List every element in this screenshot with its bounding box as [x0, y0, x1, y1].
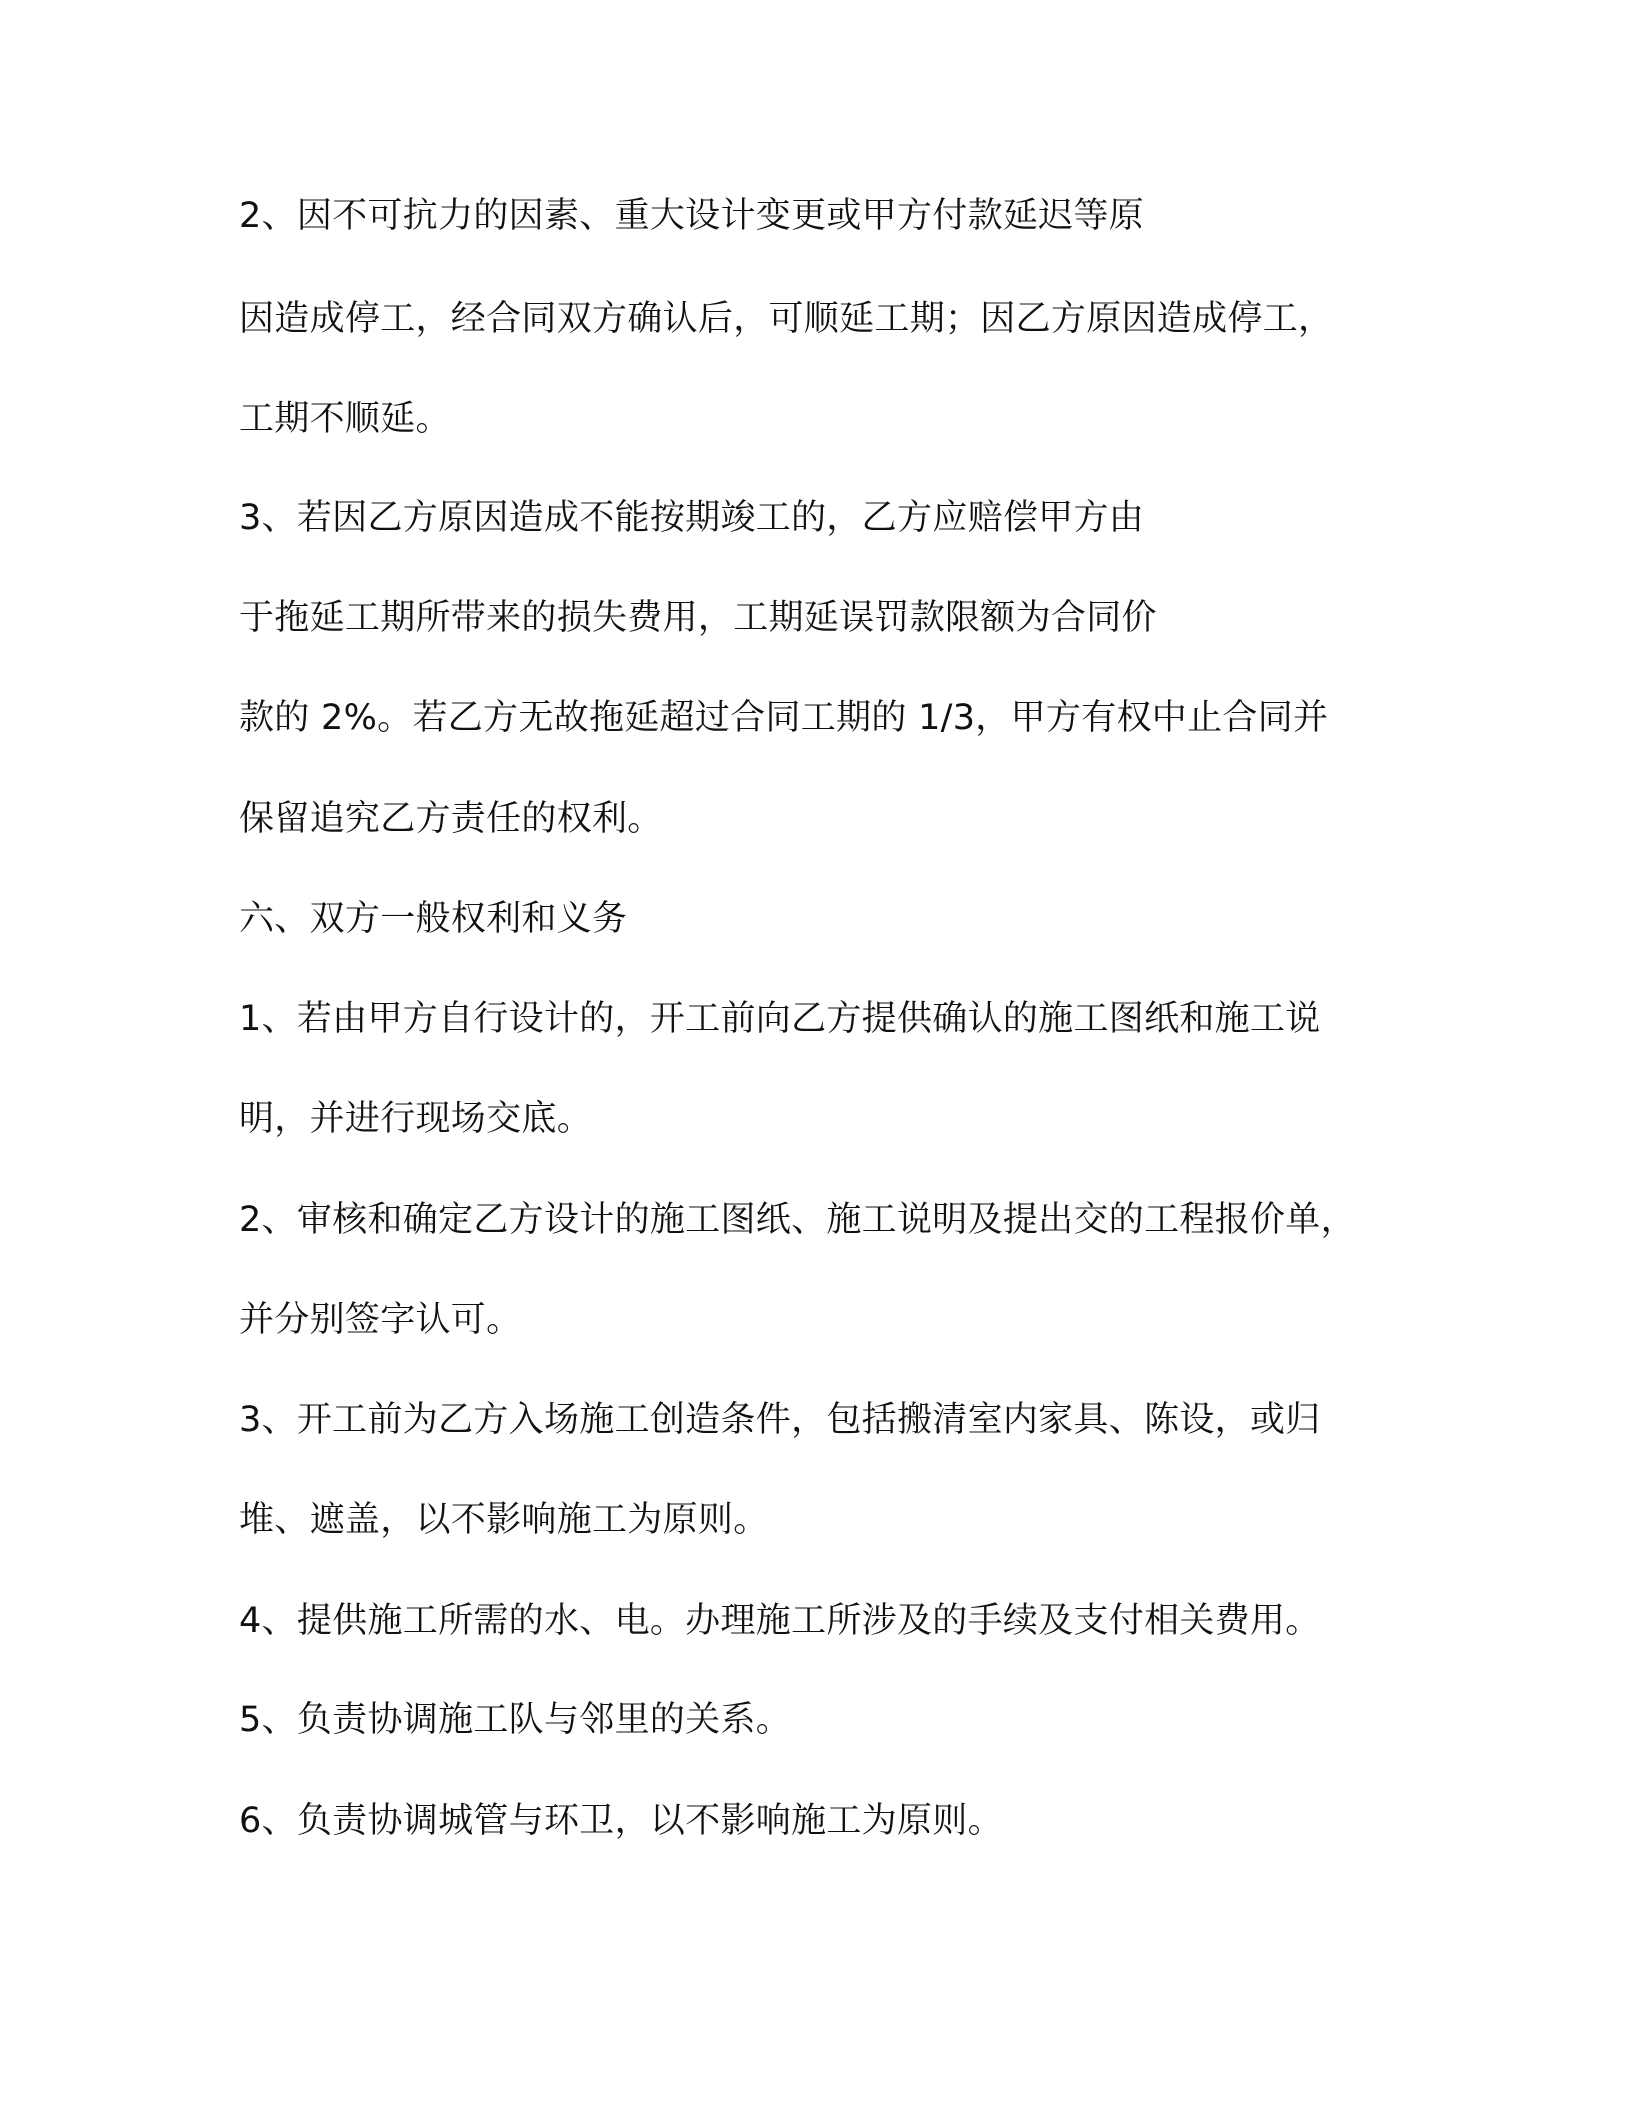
duty-2-line-2: 并分别签字认可。: [239, 1300, 522, 1340]
duty-3-line-2: 堆、遮盖，以不影响施工为原则。: [239, 1500, 769, 1540]
clause-2-line-2: 因造成停工，经合同双方确认后，可顺延工期；因乙方原因造成停工，: [239, 299, 1334, 339]
duty-1-line-2: 明，并进行现场交底。: [239, 1099, 593, 1139]
duty-4-line: 4、提供施工所需的水、电。办理施工所涉及的手续及支付相关费用。: [239, 1601, 1321, 1641]
duty-1-line-1: 1、若由甲方自行设计的，开工前向乙方提供确认的施工图纸和施工说: [239, 999, 1321, 1039]
clause-3-line-2: 于拖延工期所带来的损失费用，工期延误罚款限额为合同价: [239, 598, 1157, 638]
duty-5-line: 5、负责协调施工队与邻里的关系。: [239, 1700, 792, 1740]
clause-3-line-4: 保留追究乙方责任的权利。: [239, 799, 663, 839]
clause-3-line-1: 3、若因乙方原因造成不能按期竣工的，乙方应赔偿甲方由: [239, 498, 1145, 538]
clause-2-line-3: 工期不顺延。: [239, 399, 451, 439]
clause-3-line-3: 款的 2%。若乙方无故拖延超过合同工期的 1/3，甲方有权中止合同并: [239, 698, 1329, 738]
duty-3-line-1: 3、开工前为乙方入场施工创造条件，包括搬清室内家具、陈设，或归: [239, 1400, 1321, 1440]
duty-2-line-1: 2、审核和确定乙方设计的施工图纸、施工说明及提出交的工程报价单，: [239, 1200, 1356, 1240]
section-6-heading: 六、双方一般权利和义务: [239, 899, 628, 939]
duty-6-line: 6、负责协调城管与环卫，以不影响施工为原则。: [239, 1801, 1003, 1841]
clause-2-line-1: 2、因不可抗力的因素、重大设计变更或甲方付款延迟等原: [239, 196, 1145, 236]
